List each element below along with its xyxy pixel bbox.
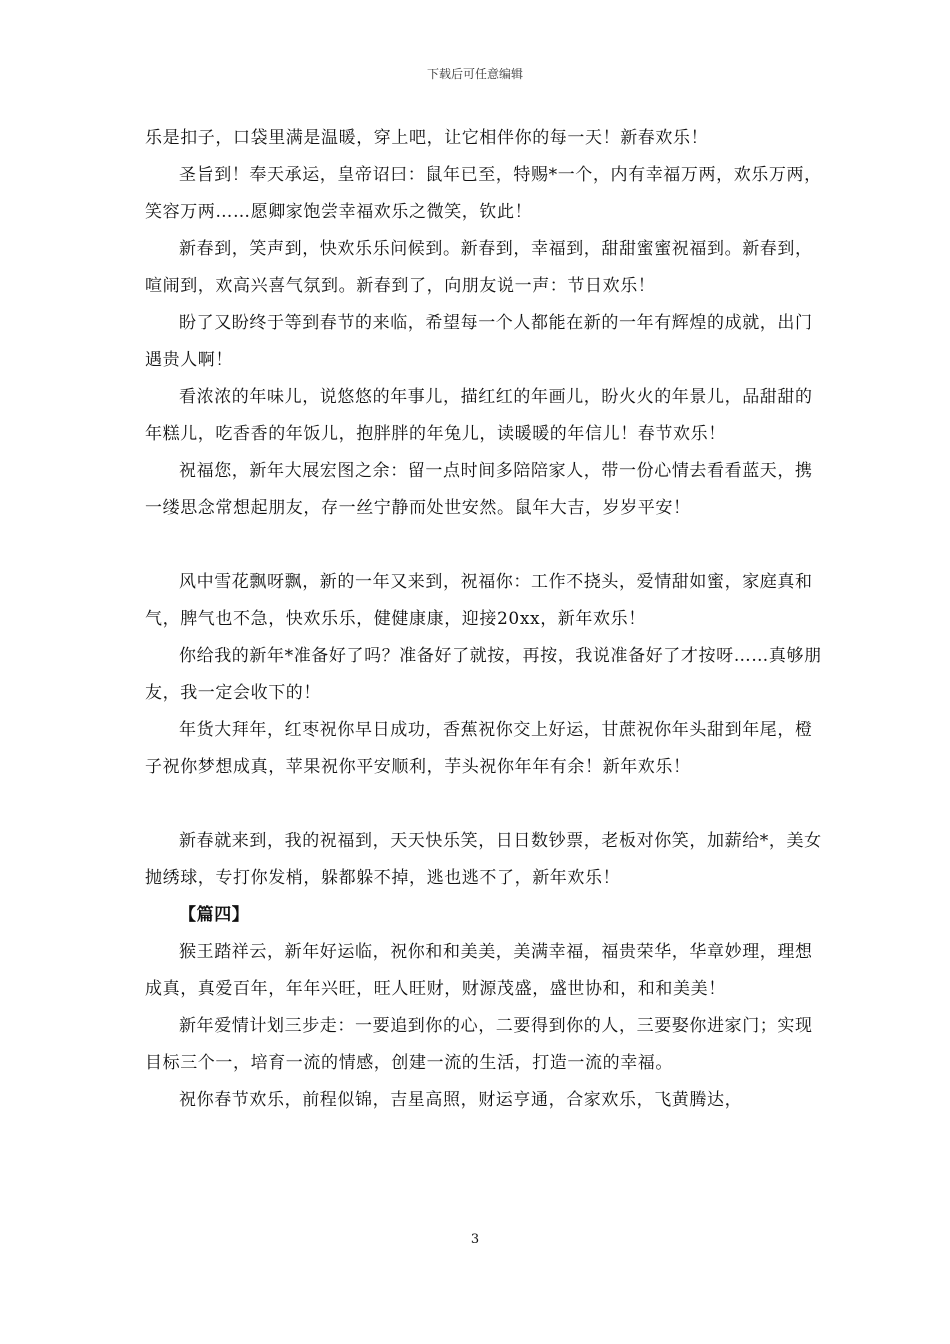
section-heading: 【篇四】 — [179, 905, 250, 925]
paragraph: 新春到，笑声到，快欢乐乐问候到。新春到，幸福到，甜甜蜜蜜祝福到。新春到，喧闹到，欢高兴喜气氛到。新春到了，向朋友说一声：节日欢乐！ — [145, 239, 813, 296]
paragraph: 你给我的新年*准备好了吗？准备好了就按，再按，我说准备好了才按呀……真够朋友，我一定会收下的！ — [145, 646, 822, 703]
paragraph: 祝你春节欢乐，前程似锦，吉星高照，财运亨通，合家欢乐，飞黄腾达， — [179, 1090, 743, 1110]
paragraph: 乐是扣子，口袋里满是温暖，穿上吧，让它相伴你的每一天！新春欢乐！ — [145, 128, 709, 148]
page-number: 3 — [470, 1232, 480, 1247]
paragraph: 新春就来到，我的祝福到，天天快乐笑，日日数钞票，老板对你笑，加薪给*，美女抛绣球，专打你发梢，躲都躲不掉，逃也逃不了，新年欢乐！ — [145, 831, 822, 888]
paragraph: 圣旨到！奉天承运，皇帝诏曰：鼠年已至，特赐*一个，内有幸福万两，欢乐万两，笑容万两……愿卿家饱尝幸福欢乐之微笑，钦此！ — [145, 165, 822, 222]
blank-line — [145, 527, 825, 564]
paragraph: 风中雪花飘呀飘，新的一年又来到，祝福你：工作不挠头，爱情甜如蜜，家庭真和气，脾气也不急，快欢乐乐，健健康康，迎接20xx，新年欢乐！ — [145, 572, 813, 629]
paragraph: 新年爱情计划三步走：一要追到你的心，二要得到你的人，三要娶你进家门；实现目标三个一，培育一流的情感，创建一流的生活，打造一流的幸福。 — [145, 1016, 813, 1073]
paragraph: 祝福您，新年大展宏图之余：留一点时间多陪陪家人，带一份心情去看看蓝天，携一缕思念常想起朋友，存一丝宁静而处世安然。鼠年大吉，岁岁平安！ — [145, 461, 813, 518]
paragraph: 盼了又盼终于等到春节的来临，希望每一个人都能在新的一年有辉煌的成就，出门遇贵人啊！ — [145, 313, 813, 370]
paragraph: 年货大拜年，红枣祝你早日成功，香蕉祝你交上好运，甘蔗祝你年头甜到年尾，橙子祝你梦想成真，苹果祝你平安顺利，芋头祝你年年有余！新年欢乐！ — [145, 720, 813, 777]
paragraph: 看浓浓的年味儿，说悠悠的年事儿，描红红的年画儿，盼火火的年景儿，品甜甜的年糕儿，吃香香的年饭儿，抱胖胖的年兔儿，读暖暖的年信儿！春节欢乐！ — [145, 387, 813, 444]
document-body — [145, 120, 825, 1119]
paragraph: 猴王踏祥云，新年好运临，祝你和和美美，美满幸福，福贵荣华，华章妙理，理想成真，真爱百年，年年兴旺，旺人旺财，财源茂盛，盛世协和，和和美美！ — [145, 942, 813, 999]
blank-line — [145, 786, 825, 823]
page-header: 下载后可任意编辑 — [426, 67, 523, 81]
